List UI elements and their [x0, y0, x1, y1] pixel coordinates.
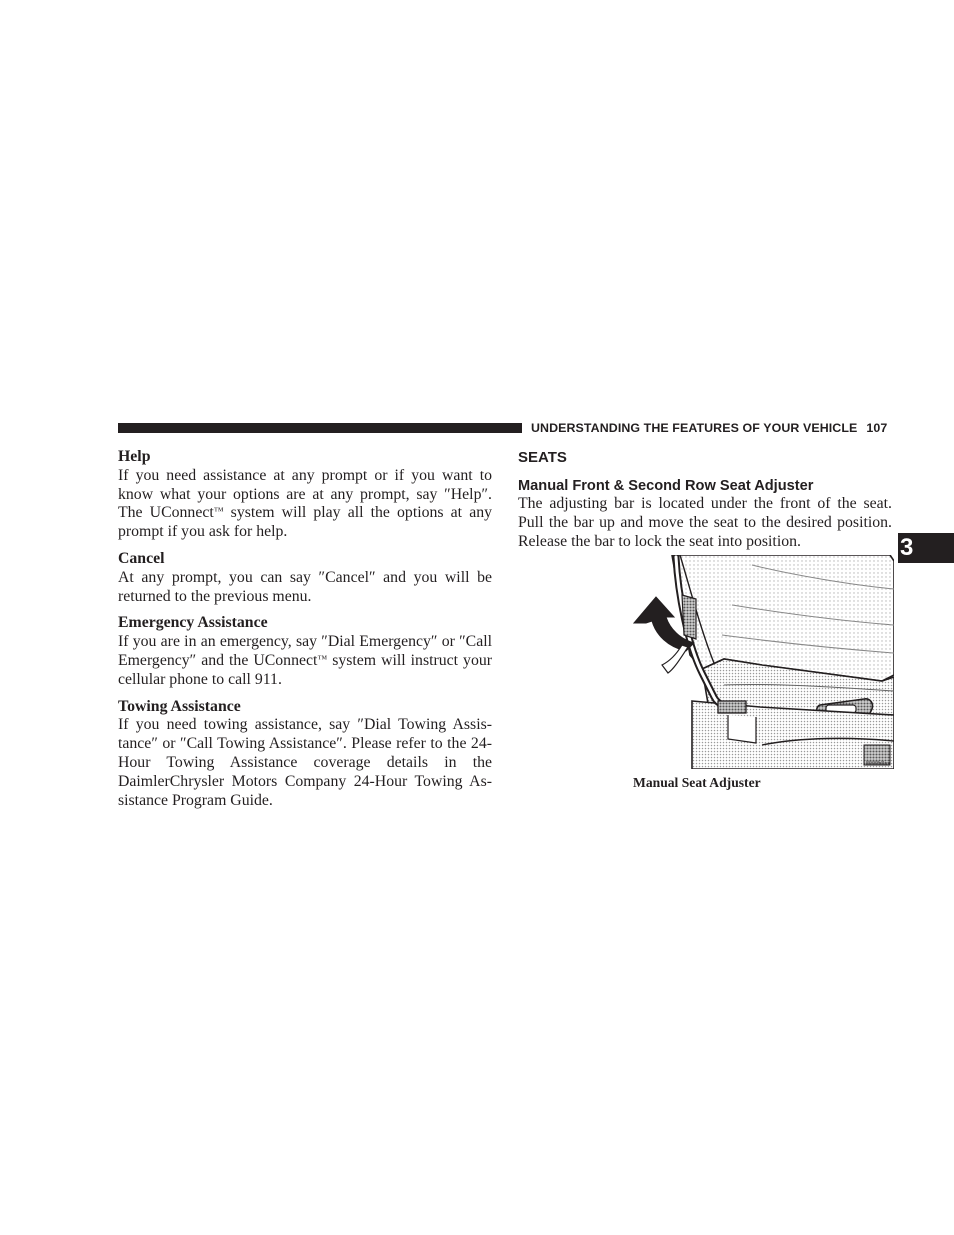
help-heading: Help	[118, 448, 151, 465]
figure-caption: Manual Seat Adjuster	[633, 775, 761, 790]
cancel-heading: Cancel	[118, 549, 165, 567]
emergency-heading: Emergency Assistance	[118, 614, 268, 632]
towing-heading: Towing Assistance	[118, 697, 241, 715]
help-text-a: If you need assistance at any prompt or if you want to know what your options are at any prompt, say ″Help″. The UConnect	[118, 466, 492, 522]
emergency-text	[118, 633, 492, 689]
help-block	[118, 448, 492, 542]
cancel-block	[118, 550, 492, 606]
seat-adjuster-text: The adjusting bar is located under the front of the seat. Pull the bar up and move the seat to the desired position. Release the bar to lock the seat into position.	[518, 495, 892, 550]
trademark-symbol: ™	[317, 653, 328, 665]
seats-heading: SEATS	[518, 449, 567, 466]
towing-block	[118, 698, 492, 811]
section-title: UNDERSTANDING THE FEATURES OF YOUR VEHICLE	[531, 421, 858, 435]
left-column	[118, 448, 492, 818]
towing-text: If you need towing assistance, say ″Dial Towing Assis-tance″ or ″Call Towing Assistance″. Please refer to the 24-Hour Towing Assistance coverage details in the DaimlerChrysler Motors Company 24-Hour Towing As-sistance Program Guide.	[118, 716, 492, 809]
emergency-block	[118, 614, 492, 689]
chapter-tab: 3	[898, 533, 954, 563]
seat-adjuster-heading: Manual Front & Second Row Seat Adjuster	[518, 478, 814, 494]
page-number: 107	[866, 421, 888, 435]
running-head	[531, 420, 891, 436]
cancel-text: At any prompt, you can say ″Cancel″ and you will be returned to the previous menu.	[118, 568, 492, 605]
seat-adjuster-illustration	[632, 555, 894, 769]
header-rule	[118, 423, 522, 433]
help-text	[118, 467, 492, 542]
figure-code: 8000b8as	[865, 761, 890, 767]
emergency-text-a: If you are in an emergency, say ″Dial Emergency″ or ″Call Emergency″ and the UConnect	[118, 633, 492, 669]
help-text-b: system will play all the options at any prompt if you ask for help.	[118, 504, 492, 541]
emergency-text-b: system will instruct your cellular phone to call 911.	[118, 651, 492, 688]
trademark-symbol: ™	[213, 506, 224, 518]
right-column	[518, 448, 892, 551]
